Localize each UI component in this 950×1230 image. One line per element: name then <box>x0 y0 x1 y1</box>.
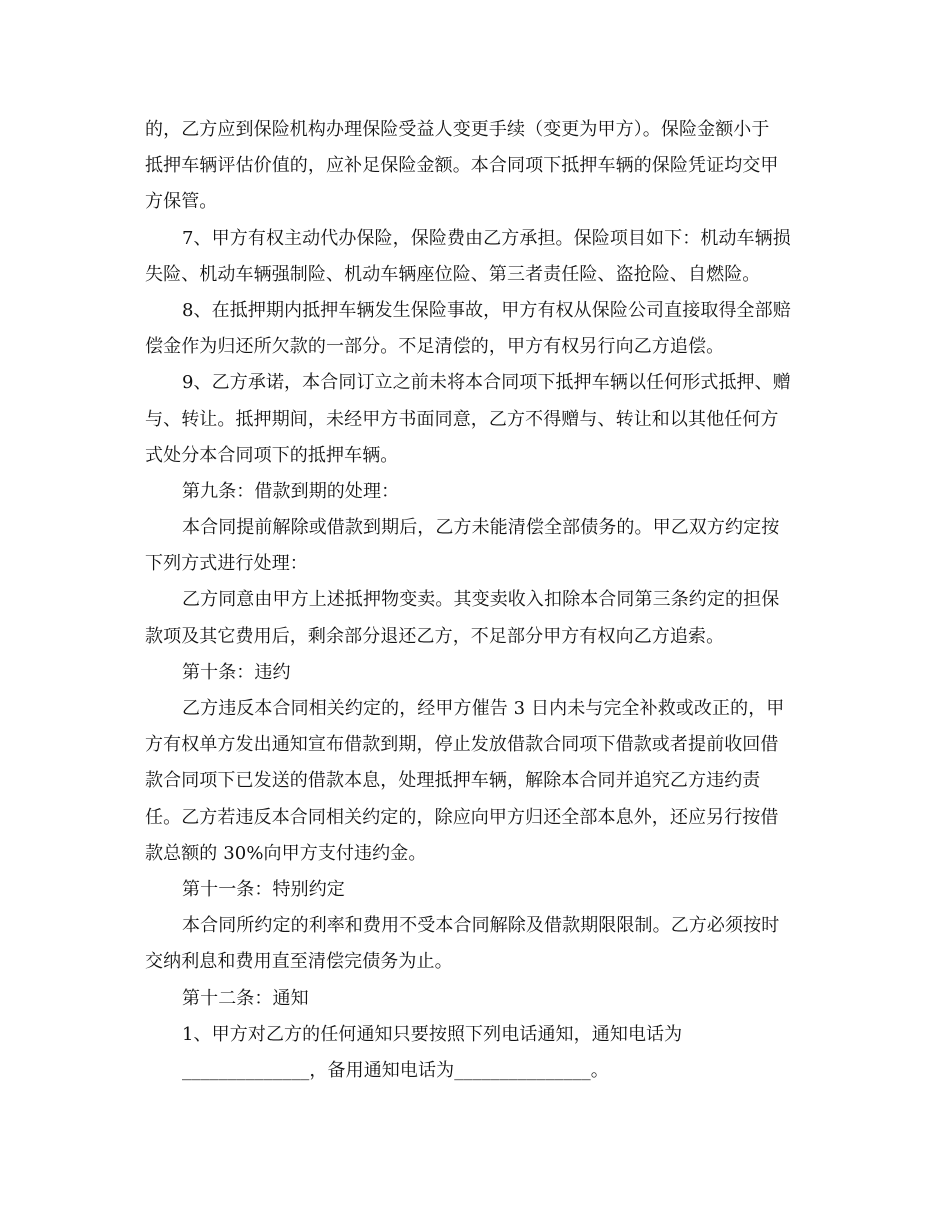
text-line: 1、甲方对乙方的任何通知只要按照下列电话通知，通知电话为 <box>182 1023 683 1045</box>
text-line: ______________，备用通知电话为_______________。 <box>182 1059 609 1081</box>
text-line: 任。乙方若违反本合同相关约定的，除应向甲方归还全部本息外，还应另行按借 <box>145 806 779 828</box>
text-line: 第十二条：通知 <box>182 987 309 1009</box>
text-line: 方有权单方发出通知宣布借款到期，停止发放借款合同项下借款或者提前收回借 <box>145 734 779 756</box>
text-line: 本合同提前解除或借款到期后，乙方未能清偿全部债务的。甲乙双方约定按 <box>182 517 780 539</box>
text-line: 款合同项下已发送的借款本息，处理抵押车辆，解除本合同并追究乙方违约责 <box>145 770 761 792</box>
text-line: 式处分本合同项下的抵押车辆。 <box>145 444 399 466</box>
text-line: 第十条：违约 <box>182 661 291 683</box>
text-line: 款总额的 30%向甲方支付违约金。 <box>145 842 427 864</box>
text-line: 失险、机动车辆强制险、机动车辆座位险、第三者责任险、盗抢险、自燃险。 <box>145 263 761 285</box>
text-line: 第九条：借款到期的处理： <box>182 480 400 502</box>
text-line: 方保管。 <box>145 191 218 213</box>
text-line: 本合同所约定的利率和费用不受本合同解除及借款期限限制。乙方必须按时 <box>182 915 780 937</box>
text-line: 7、甲方有权主动代办保险，保险费由乙方承担。保险项目如下：机动车辆损 <box>182 227 791 249</box>
text-line: 与、转让。抵押期间，未经甲方书面同意，乙方不得赠与、转让和以其他任何方 <box>145 408 779 430</box>
document-page <box>145 112 810 1089</box>
text-line: 9、乙方承诺，本合同订立之前未将本合同项下抵押车辆以任何形式抵押、赠 <box>182 372 791 394</box>
text-line: 抵押车辆评估价值的，应补足保险金额。本合同项下抵押车辆的保险凭证均交甲 <box>145 155 779 177</box>
text-line: 乙方同意由甲方上述抵押物变卖。其变卖收入扣除本合同第三条约定的担保 <box>182 589 780 611</box>
text-line: 的，乙方应到保险机构办理保险受益人变更手续（变更为甲方）。保险金额小于 <box>145 119 770 140</box>
text-line: 偿金作为归还所欠款的一部分。不足清偿的，甲方有权另行向乙方追偿。 <box>145 336 725 358</box>
text-line: 第十一条：特别约定 <box>182 878 345 900</box>
text-line: 下列方式进行处理： <box>145 553 308 575</box>
text-line: 交纳利息和费用直至清偿完债务为止。 <box>145 951 453 973</box>
text-line: 8、在抵押期内抵押车辆发生保险事故，甲方有权从保险公司直接取得全部赔 <box>182 299 791 321</box>
text-line: 款项及其它费用后，剩余部分退还乙方，不足部分甲方有权向乙方追索。 <box>145 625 725 647</box>
text-line: 乙方违反本合同相关约定的，经甲方催告 3 日内未与完全补救或改正的，甲 <box>182 698 785 719</box>
